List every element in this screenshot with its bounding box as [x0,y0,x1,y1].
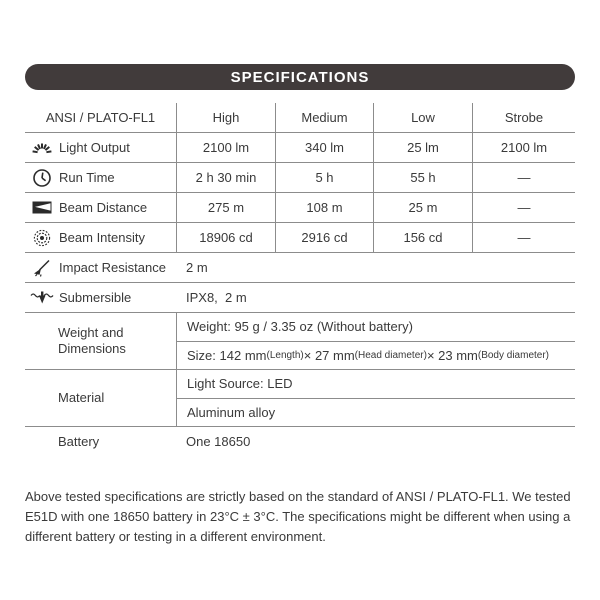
weight-value: Weight: 95 g / 3.35 oz (Without battery) [177,313,575,342]
row-label: Run Time [59,170,115,185]
column-header-medium: Medium [275,103,373,132]
value-cell: 25 lm [373,133,472,162]
label-cell-impact-resistance [25,253,176,282]
value-cell-impact: 2 m [186,260,208,275]
weight-dimensions-values [176,313,575,369]
value-cell: 2100 lm [176,133,275,162]
row-label: Battery [58,433,100,449]
light-output-icon [28,139,56,156]
footer-disclaimer: Above tested specifications are strictly based on the standard of ANSI / PLATO-FL1. We tested E51D with one 18650 battery in 23°C ± 3°C. The specifications might be different when using a different battery or testing in a different environment. [25,489,571,544]
value-cell: 108 m [275,193,373,222]
specifications-title: SPECIFICATIONS [230,68,370,86]
table-header-row [25,103,575,133]
value-cell: 18906 cd [176,223,275,252]
row-label: Light Output [59,140,130,155]
row-label: Submersible [59,290,132,305]
row-beam-intensity [25,223,575,253]
value-cell: 25 m [373,193,472,222]
row-label: Beam Distance [59,200,148,215]
value-cell: — [472,163,575,192]
column-header-low: Low [373,103,472,132]
value-cell: — [472,223,575,252]
column-header-standard: ANSI / PLATO-FL1 [45,110,156,125]
column-header-strobe: Strobe [472,103,575,132]
label-cell-material [25,370,176,426]
material-value: Aluminum alloy [187,404,276,420]
column-header-high: High [176,103,275,132]
label-cell-light-output [25,133,176,162]
row-label: Beam Intensity [59,230,145,245]
row-submersible [25,283,575,313]
label-cell-submersible [25,283,176,312]
specifications-table [25,103,575,456]
beam-intensity-icon [28,228,56,248]
value-cell: — [472,193,575,222]
value-cell: 156 cd [373,223,472,252]
beam-distance-icon [28,201,56,214]
value-cell: 2 h 30 min [176,163,275,192]
row-weight-dimensions [25,313,575,370]
label-cell-battery [25,427,176,456]
label-cell-beam-distance [25,193,176,222]
size-value: Size: 142 mm (Length) × 27 mm (Head diameter) × 23 mm (Body diameter) [187,347,550,363]
specifications-header-bar [25,64,575,90]
label-cell-run-time [25,163,176,192]
value-cell: 340 lm [275,133,373,162]
light-source-value: Light Source: LED [177,370,575,399]
row-label: Impact Resistance [59,260,166,275]
row-label: Material [58,390,105,405]
value-cell: 2916 cd [275,223,373,252]
submersible-icon [28,291,56,305]
row-battery [25,427,575,456]
label-cell-weight-dimensions [25,313,176,369]
row-label: Weight and Dimensions [58,325,126,356]
value-cell: 5 h [275,163,373,192]
value-cell-battery: One 18650 [186,434,251,449]
value-cell: 275 m [176,193,275,222]
row-beam-distance [25,193,575,223]
value-cell: 55 h [373,163,472,192]
clock-icon [28,168,56,188]
impact-resistance-icon [28,258,56,277]
value-cell-submersible: IPX8, 2 m [186,290,247,305]
row-impact-resistance [25,253,575,283]
label-cell-beam-intensity [25,223,176,252]
row-run-time [25,163,575,193]
row-light-output [25,133,575,163]
value-cell: 2100 lm [472,133,575,162]
row-material [25,370,575,427]
material-values [176,370,575,426]
